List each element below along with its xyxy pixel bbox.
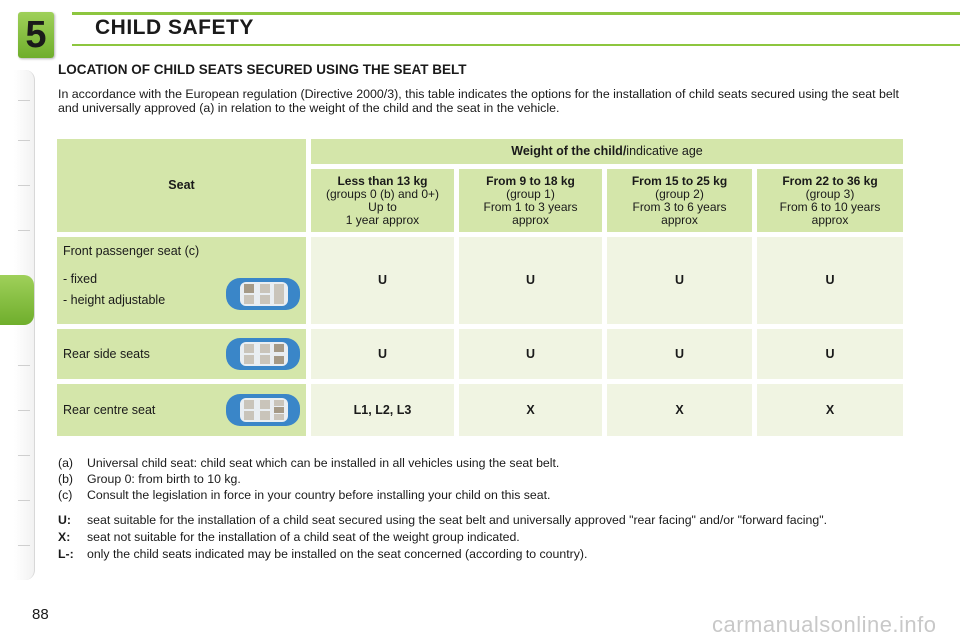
weight-group-range: Less than 13 kg <box>337 174 428 188</box>
seat-header-label: Seat <box>168 178 195 192</box>
legend-text: seat not suitable for the installation of a child seat of the weight group indicated. <box>87 530 520 544</box>
seat-value-cell: U <box>607 329 752 379</box>
edge-tab-divider <box>18 365 30 366</box>
seat-value-cell: X <box>757 384 903 436</box>
watermark: carmanualsonline.info <box>712 612 937 637</box>
footnote-text: Universal child seat: child seat which can be installed in all vehicles using the seat belt. <box>87 456 560 470</box>
section-title: LOCATION OF CHILD SEATS SECURED USING THE SEAT BELT <box>58 62 467 77</box>
seat-row-sub-height: - height adjustable <box>63 293 166 307</box>
header-rule-bottom <box>72 44 960 46</box>
seat-value-cell: U <box>607 237 752 324</box>
weight-group-name: (group 1) <box>506 187 555 201</box>
seat-value-cell: L1, L2, L3 <box>311 384 454 436</box>
footnote-text: Consult the legislation in force in your country before installing your child on this seat. <box>87 488 551 502</box>
footnote-item <box>58 487 918 503</box>
car-seat-front-icon <box>224 275 302 313</box>
weight-header <box>311 139 903 164</box>
seat-value-cell: U <box>757 329 903 379</box>
weight-group-name: (group 3) <box>805 187 855 201</box>
edge-tab-active-chapter[interactable] <box>0 275 34 325</box>
edge-tab-divider <box>18 455 30 456</box>
seat-value-cell: X <box>607 384 752 436</box>
weight-group-column <box>607 169 752 232</box>
legend-text: only the child seats indicated may be installed on the seat concerned (according to country). <box>87 547 588 561</box>
weight-group-age: Up to <box>368 200 397 214</box>
footnote-key: (c) <box>58 488 73 502</box>
weight-group-age-approx: approx <box>811 213 849 227</box>
seat-value-cell: U <box>311 329 454 379</box>
edge-tab-divider <box>18 100 30 101</box>
chapter-number-badge: 5 <box>18 12 54 58</box>
edge-tab-divider <box>18 185 30 186</box>
intro-paragraph: In accordance with the European regulation (Directive 2000/3), this table indicates the options for the installation of child seats secured using the seat belt and universally approved (a) in relation to the weight of the child and the seat in the vehicle. <box>58 87 899 115</box>
footnote-key: (b) <box>58 472 74 486</box>
weight-group-age: From 1 to 3 years <box>483 200 578 214</box>
footnote-key: (a) <box>58 456 74 470</box>
seat-row-sub-fixed: - fixed <box>63 272 98 286</box>
weight-group-age: From 3 to 6 years <box>632 200 727 214</box>
legend-item <box>58 530 918 544</box>
weight-group-name: (group 2) <box>655 187 704 201</box>
weight-header-bold: Weight of the child/ <box>511 144 627 158</box>
chapter-title: CHILD SAFETY <box>95 16 254 39</box>
weight-group-age: From 6 to 10 years <box>779 200 881 214</box>
seat-value-cell: U <box>311 237 454 324</box>
car-seat-rear-side-icon <box>224 335 302 373</box>
weight-group-name: (groups 0 (b) and 0+) <box>325 187 440 201</box>
legend-item <box>58 513 918 527</box>
seat-value-cell: U <box>459 237 602 324</box>
edge-tab-divider <box>18 410 30 411</box>
legend-item <box>58 547 918 561</box>
seat-column-header <box>57 139 306 232</box>
weight-group-column <box>459 169 602 232</box>
seat-row-label: Rear centre seat <box>63 403 156 417</box>
edge-tab-divider <box>18 500 30 501</box>
seat-row-label: Front passenger seat (c) <box>63 244 200 258</box>
weight-header-normal: indicative age <box>626 144 703 158</box>
legend-key: L-: <box>58 547 74 561</box>
chapter-edge-tabs <box>14 70 35 580</box>
weight-group-column <box>311 169 454 232</box>
weight-group-age-approx: approx <box>661 213 698 227</box>
legend-text: seat suitable for the installation of a child seat secured using the seat belt and universally approved "rear facing" and/or "forward facing". <box>87 513 827 527</box>
weight-group-range: From 22 to 36 kg <box>782 174 878 188</box>
weight-group-range: From 15 to 25 kg <box>631 174 728 188</box>
footnote-item <box>58 471 918 487</box>
legend <box>58 513 918 564</box>
legend-key: X: <box>58 530 71 544</box>
weight-group-age-approx: 1 year approx <box>345 213 420 227</box>
seat-value-cell: X <box>459 384 602 436</box>
edge-tab-divider <box>18 230 30 231</box>
seat-value-cell: U <box>459 329 602 379</box>
weight-group-range: From 9 to 18 kg <box>486 174 575 188</box>
car-seat-rear-centre-icon <box>224 391 302 429</box>
legend-key: U: <box>58 513 71 527</box>
edge-tab-divider <box>18 140 30 141</box>
footnote-item <box>58 455 918 471</box>
footnotes <box>58 455 918 503</box>
seat-value-cell: U <box>757 237 903 324</box>
header-rule-top <box>72 12 960 15</box>
edge-tab-divider <box>18 545 30 546</box>
seat-row-label: Rear side seats <box>63 347 150 361</box>
footnote-text: Group 0: from birth to 10 kg. <box>87 472 241 486</box>
weight-group-age-approx: approx <box>512 213 549 227</box>
weight-group-column <box>757 169 903 232</box>
page-number: 88 <box>32 606 49 623</box>
